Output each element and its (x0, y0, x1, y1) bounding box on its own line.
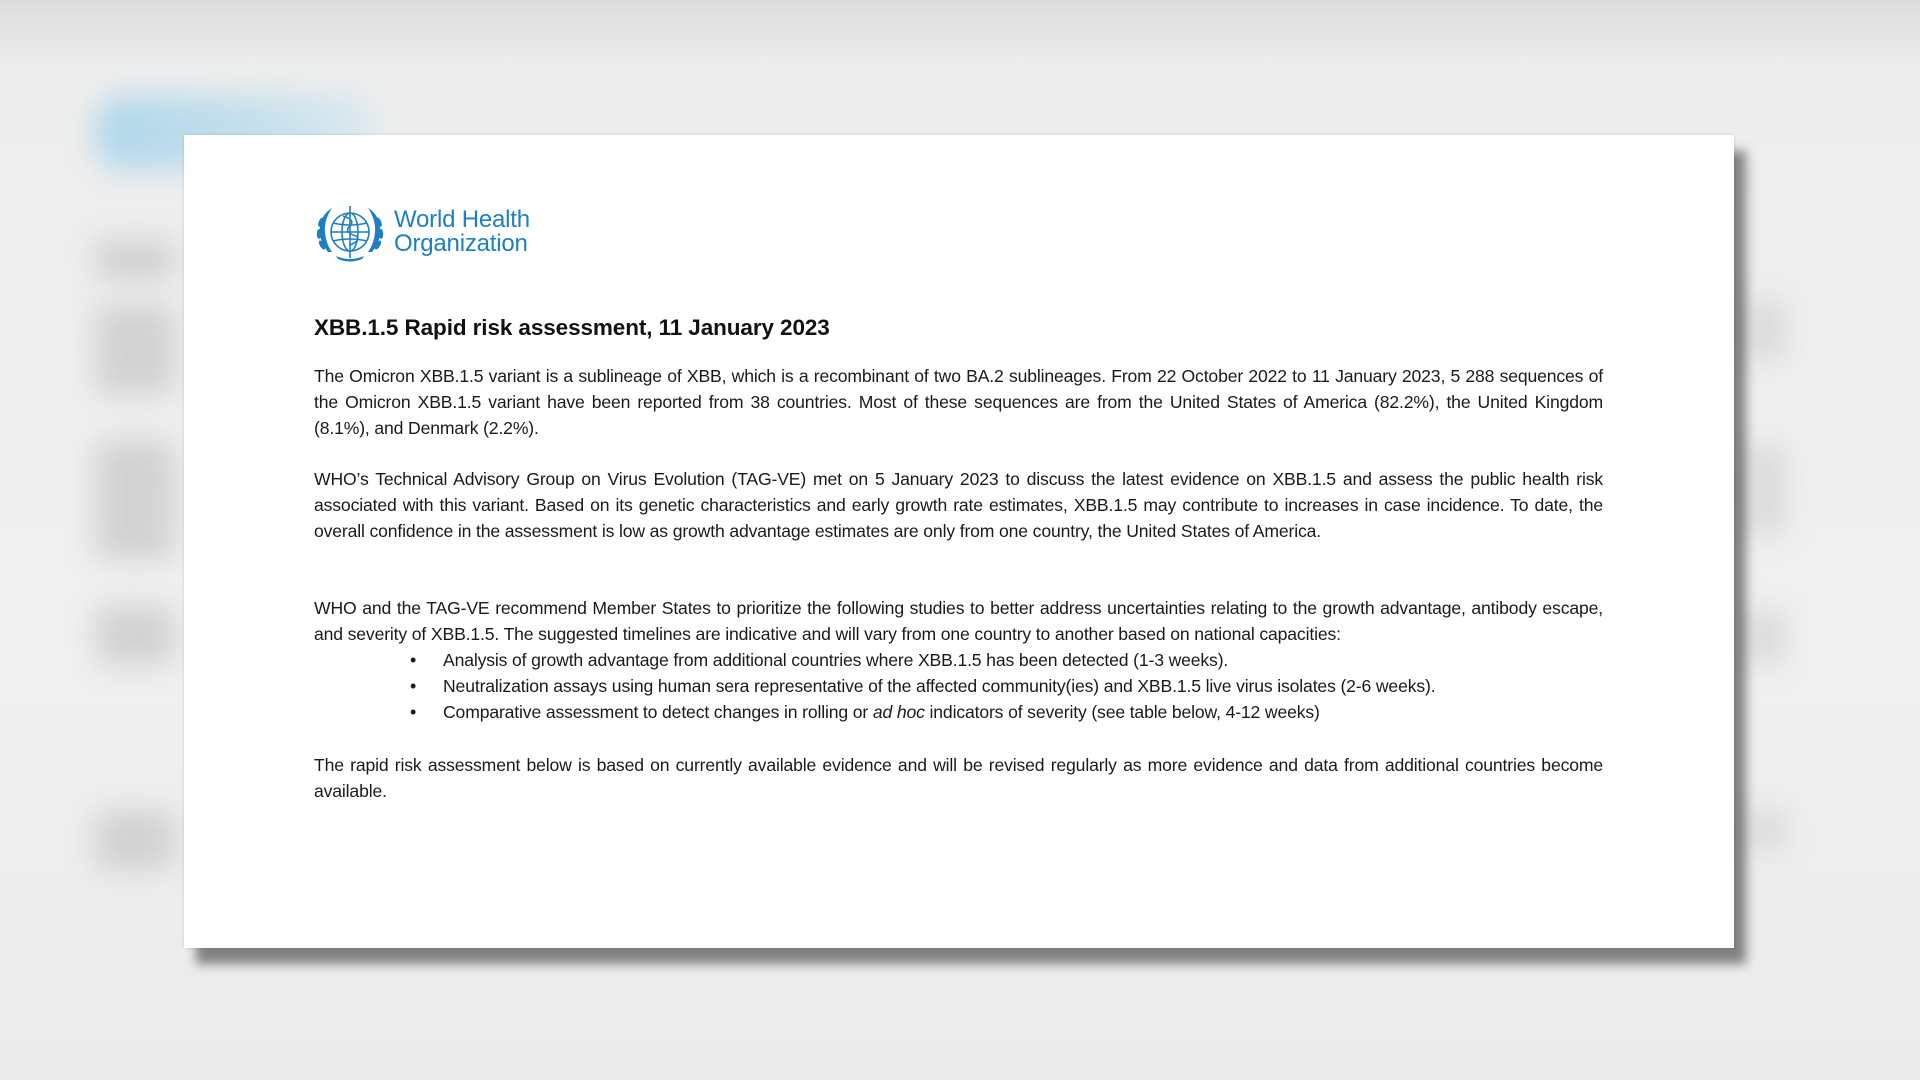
paragraph-3: WHO and the TAG-VE recommend Member States to prioritize the following studies to better address uncertainties relating to the growth advantage, antibody escape, and severity of XBB.1.5. The suggested timelines are indicative and will vary from one country to another based on national capacities: (314, 598, 1603, 644)
background-blur-line (95, 440, 175, 560)
background-blur-line (95, 240, 175, 280)
who-logo (312, 198, 530, 266)
study-list (410, 647, 1435, 725)
logo-line-1: World Health (394, 206, 530, 233)
paragraph-4: The rapid risk assessment below is based on currently available evidence and will be revised regularly as more evidence and data from additional countries become available. (314, 755, 1603, 801)
list-item-italic: ad hoc (872, 702, 925, 722)
list-item-text: Comparative assessment to detect changes in rolling or (443, 702, 873, 722)
document-title: XBB.1.5 Rapid risk assessment, 11 January 2023 (314, 315, 830, 340)
paragraph-2: WHO’s Technical Advisory Group on Virus Evolution (TAG-VE) met on 5 January 2023 to discuss the latest evidence on XBB.1.5 and assess the public health risk associated with this variant. Based on its genetic characteristics and early growth rate estimates, XBB.1.5 may contribute to increases in case incidence. To date, the overall confidence in the assessment is low as growth advantage estimates are only from one country, the United States of America. (314, 469, 1603, 541)
background-blur-right (1745, 610, 1785, 665)
list-item-text: indicators of severity (see table below, 4-12 weeks) (924, 702, 1320, 722)
who-logo-text (394, 208, 530, 256)
list-item (410, 699, 1435, 725)
background-blur-right (1745, 300, 1785, 360)
paragraph-1: The Omicron XBB.1.5 variant is a sublineage of XBB, which is a recombinant of two BA.2 sublineages. From 22 October 2022 to 11 January 2023, 5 288 sequences of the Omicron XBB.1.5 variant have been reported from 38 countries. Most of these sequences are from the United States of America (82.2%), the United Kingdom (8.1%), and Denmark (2.2%). (314, 366, 1603, 438)
background-blur-line (95, 305, 175, 395)
background-blur-line (95, 605, 175, 665)
background-blur-right (1745, 810, 1785, 850)
document-page (184, 135, 1734, 948)
logo-line-2: Organization (394, 230, 528, 257)
list-item: • Analysis of growth advantage from additional countries where XBB.1.5 has been detected (1-3 weeks). (410, 647, 1435, 673)
background-blur-line (95, 810, 175, 870)
list-item: • Neutralization assays using human sera representative of the affected community(ies) and XBB.1.5 live virus isolates (2-6 weeks). (410, 673, 1435, 699)
who-emblem-icon (312, 198, 388, 266)
background-blur-right (1745, 445, 1785, 535)
